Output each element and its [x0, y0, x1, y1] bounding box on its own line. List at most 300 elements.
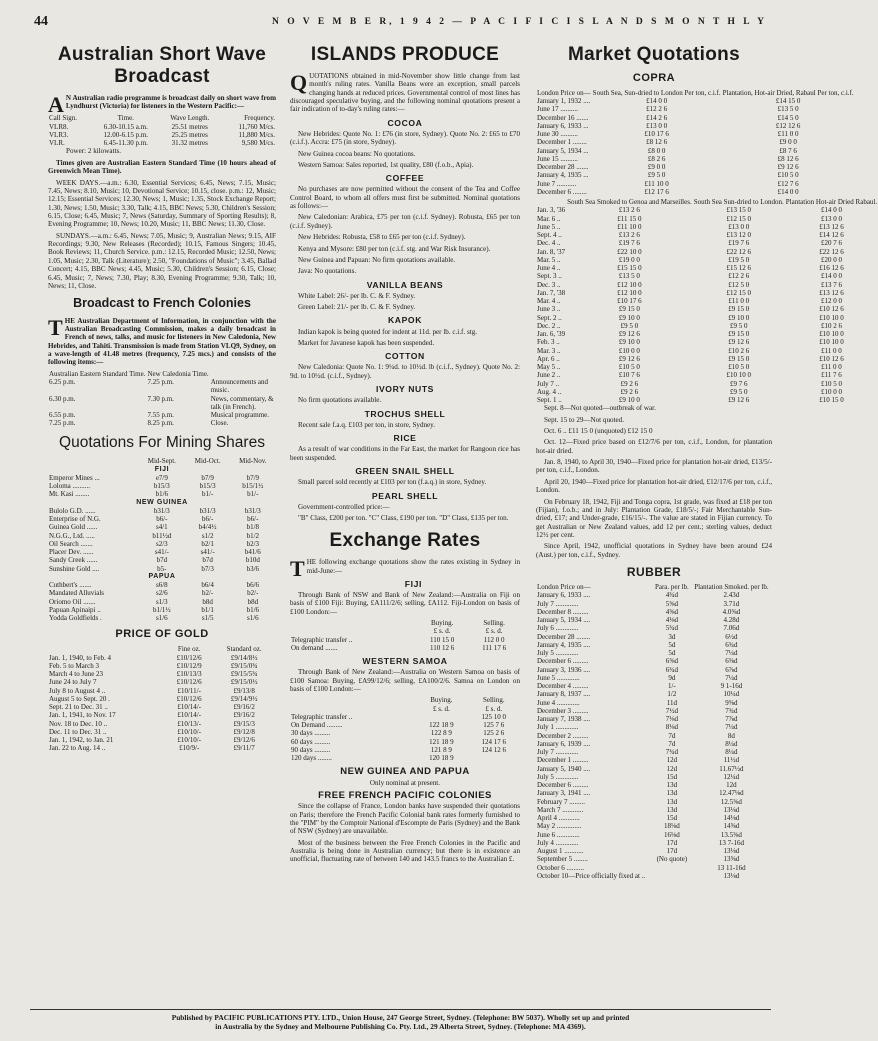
cell-value: b1/2 — [246, 531, 260, 540]
cell-value: £9 12 6 — [618, 354, 640, 363]
rubber-row — [536, 608, 772, 616]
rubber-row — [536, 822, 772, 830]
col-header: Buying. — [430, 696, 453, 705]
cell-value: £9 2 6 — [620, 379, 639, 388]
row-label: December 6 ........ — [537, 187, 587, 196]
col-header: Selling. — [482, 696, 505, 705]
cell-value: b2/3 — [246, 539, 260, 548]
mining-row — [48, 507, 276, 515]
col-header: Mid-Nov. — [239, 457, 267, 466]
cell-value: £12 10 0 — [617, 288, 642, 297]
cell-value: 11.67½d — [719, 764, 744, 773]
cell-value: 125 7 6 — [483, 721, 505, 730]
cell-value: Musical programme. — [210, 411, 270, 420]
copra2-row — [536, 371, 878, 379]
col-header — [48, 645, 166, 653]
samoa-row — [290, 754, 520, 762]
row-label: September 5 ........ — [537, 855, 588, 864]
cell-value: 17d — [666, 847, 678, 856]
cell-value — [415, 713, 467, 721]
row-label: Sept. 4 .. — [537, 231, 562, 240]
row-label: 60 days ......... — [291, 737, 331, 746]
produce-section-heading: VANILLA BEANS — [366, 279, 444, 290]
cell-value: 16⅛d — [663, 830, 680, 839]
row-label: July 4 ............. — [537, 838, 579, 847]
rubber-row — [536, 624, 772, 632]
rubber-row — [536, 591, 772, 599]
copra2-row — [536, 338, 878, 346]
cell-value: £10/12/9 — [176, 661, 202, 670]
cell-value: 9⅝d — [725, 698, 738, 707]
cell-value: £10/12/6 — [176, 694, 202, 703]
cell-value: 7⅛d — [665, 715, 678, 724]
row-label: December 16 ....... — [537, 113, 589, 122]
rubber-row — [536, 855, 772, 863]
col-header: London Price on— — [537, 88, 591, 97]
cell-value: £13 2 6 — [618, 231, 640, 240]
cell-value: 13d — [666, 797, 678, 806]
copra-title: COPRA — [632, 71, 676, 84]
cell-value: £9 5 0 — [729, 321, 748, 330]
col-unit: £ s. d. — [485, 627, 503, 636]
row-label: Apr. 6 .. — [537, 354, 560, 363]
cell-value: b5- — [157, 564, 167, 573]
rubber-row — [536, 864, 772, 872]
row-label: December 28 ........ — [537, 632, 591, 641]
gold-row — [48, 695, 276, 703]
cell-value: 13 7-16d — [718, 838, 744, 847]
gold-row — [48, 662, 276, 670]
shortwave-intro: AN Australian radio programme is broadcast daily on short wave from Lyndhurst (Victoria) for listeners in the Western Pacific:— — [48, 91, 276, 117]
copra-row — [536, 155, 855, 163]
copra-note: Since April, 1942, unofficial quotations in Sydney have been around £24 (Aust.) per ton, c.i.f., Sydney. — [536, 542, 772, 559]
cell-value: 6⅝d — [665, 657, 678, 666]
copra-row — [536, 130, 855, 138]
row-label: Jan. 7, '38 — [537, 288, 566, 297]
produce-paragraph: Java: No quotations. — [298, 267, 357, 276]
cell-value: £9 12 6 — [728, 396, 750, 405]
ffc-heading: FREE FRENCH PACIFIC COLONIES — [318, 789, 492, 801]
produce-paragraph: Recent sale f.a.q. £103 per ton, in store, Sydney. — [298, 420, 436, 429]
copra2-row — [536, 215, 878, 223]
col-unit — [290, 627, 416, 635]
row-label: 90 days ......... — [291, 745, 331, 754]
copra-note: Sept. 15 to 29—Not quoted. — [544, 415, 624, 424]
cell-value: 5⅝d — [665, 599, 678, 608]
rubber-row — [536, 831, 772, 839]
col-unit — [290, 705, 415, 713]
cell-value: £12 10 0 — [617, 280, 642, 289]
cell-value: 13d — [666, 781, 678, 790]
row-label: January 3, 1936 .... — [537, 665, 591, 674]
cell-value: £20 7 6 — [820, 239, 842, 248]
produce-paragraph: New Hebrides: Robusta, £58 to £65 per ton (c.i.f. Sydney). — [298, 233, 466, 242]
cell-value: £10/9/- — [179, 744, 200, 753]
row-label: 6.25 p.m. — [49, 378, 76, 387]
cell-value: £10 7 6 — [618, 371, 640, 380]
cell-value: £12 0 0 — [820, 297, 842, 306]
col-header — [210, 370, 276, 378]
cell-value: £13 7 6 — [820, 280, 842, 289]
french-schedule — [48, 370, 276, 428]
cell-value: e7/9 — [155, 473, 168, 482]
copra2-row — [536, 380, 878, 388]
cell-value: £8 12 6 — [646, 138, 668, 147]
cell-value: 15d — [666, 772, 678, 781]
fiji-row — [290, 636, 520, 644]
shortwave-time-note: Times given are Australian Eastern Standard Time (10 hours ahead of Greenwich Mean Time). — [48, 158, 276, 176]
col-header: New Caledonia Time. — [147, 369, 209, 378]
mining-title: Quotations For Mining Shares — [59, 433, 265, 451]
fiji-row — [290, 644, 520, 652]
gold-row — [48, 687, 276, 695]
cell-value: 121 18 9 — [429, 737, 454, 746]
cell-value: £9/12/6 — [233, 736, 255, 745]
cell-value: 110 12 6 — [430, 643, 455, 652]
cell-value: 4⅝d — [665, 607, 678, 616]
french-row — [48, 419, 276, 427]
cell-value: £13 0 0 — [728, 222, 750, 231]
row-label: December 3 ......... — [537, 706, 589, 715]
cell-value: £10 10 0 — [819, 330, 844, 339]
cell-value: s4/1 — [156, 523, 168, 532]
cell-value: £8 2 6 — [647, 154, 666, 163]
row-label: On Demand ......... — [291, 721, 343, 730]
cell-value: £9/15/0¾ — [230, 661, 258, 670]
rubber-row — [536, 756, 772, 764]
shortwave-header-row — [48, 114, 276, 122]
row-label: Sept. 3 .. — [537, 272, 562, 281]
cell-value: 125 10 0 — [481, 712, 507, 721]
rubber-row — [536, 707, 772, 715]
copra2-row — [536, 322, 878, 330]
row-label: January 8, 1937 .... — [537, 690, 591, 699]
cell-value: £13 0 0 — [820, 214, 842, 223]
col-header: Para. per lb. — [654, 583, 689, 592]
copra2-row — [536, 355, 878, 363]
samoa-exchange-table — [290, 696, 520, 762]
cell-value: £9 2 6 — [620, 387, 639, 396]
row-label: August 1 ........... — [537, 847, 584, 856]
cell-value: £9/12/8 — [233, 727, 255, 736]
mining-row — [48, 515, 276, 523]
cell-value: £12 15 0 — [726, 288, 751, 297]
row-label: June 15 .......... — [537, 154, 578, 163]
row-label: Mt. Kasi ........ — [49, 490, 90, 499]
produce-section-heading: GREEN SNAIL SHELL — [355, 466, 455, 477]
running-header — [30, 14, 771, 30]
produce-paragraph: No purchases are now permitted without the consent of the Tea and Coffee Control Board, to whom all offers must first be submitted. Nominal quotations as follows:— — [290, 185, 520, 211]
copra2-row — [536, 388, 878, 396]
samoa-row — [290, 746, 520, 754]
row-label: January 5, 1934 ... — [537, 146, 589, 155]
produce-section-heading: IVORY NUTS — [375, 384, 435, 395]
column-middle — [290, 42, 520, 991]
copra2-row — [536, 231, 878, 239]
cell-value: £11 0 0 — [821, 346, 842, 355]
copra-note: Sept. 8—Not quoted—outbreak of war. — [544, 404, 656, 413]
gold-table — [48, 645, 276, 752]
cell-value: £10 15 0 — [819, 396, 844, 405]
row-label: January 4, 1935 ... — [537, 171, 589, 180]
mining-group-heading: FIJI — [154, 465, 170, 473]
rubber-row — [536, 666, 772, 674]
cell-value: 11,760 M/cs. — [238, 122, 275, 131]
cell-value: s1/5 — [201, 614, 214, 623]
row-label: Telegraphic transfer .. — [291, 635, 353, 644]
produce-paragraph: Small parcel sold recently at £103 per ton (f.a.q.) in store, Sydney. — [298, 478, 487, 487]
cell-value: 13d — [666, 789, 678, 798]
mining-row — [48, 540, 276, 548]
cell-value: 12d — [666, 756, 678, 765]
cell-value: £9/16/2 — [233, 703, 255, 712]
french-intro: THE Australian Department of Information, in conjunction with the Australian Broadcasting Commission, makes a daily broadcast in French of news, talks, and music for listeners in New Caledonia, New Hebrides, and Tahiti. Transmission is made from Station VLQ9, Sydney, on a wave-length of 41.48 metres (frequency, 7.25 mcs.) and consists of the following items:— — [48, 314, 276, 367]
rubber-row — [536, 765, 772, 773]
row-label: June 4 ............. — [537, 698, 580, 707]
cell-value: 5d — [668, 649, 676, 658]
row-label: Guinea Gold ...... — [49, 523, 98, 532]
cell-value: b1/- — [202, 490, 214, 499]
col-header: Frequency. — [244, 114, 275, 123]
row-label: Emperor Mines ... — [49, 473, 100, 482]
row-label: 30 days ......... — [291, 729, 331, 738]
cell-value: News, commentary, & talk (in French). — [210, 394, 274, 411]
cell-value: £14 0 0 — [820, 272, 842, 281]
shortwave-row — [48, 123, 276, 131]
cell-value: £14 2 6 — [646, 113, 668, 122]
cell-value: 7⅞d — [725, 715, 738, 724]
produce-paragraph: As a result of war conditions in the Far East, the market for Rangoon rice has been suspended. — [290, 445, 520, 462]
cell-value: £22 12 6 — [726, 247, 751, 256]
cell-value: s6/8 — [156, 581, 168, 590]
shortwave-row — [48, 139, 276, 147]
cell-value: £11 0 0 — [777, 130, 799, 139]
cell-value: £14 15 0 — [775, 97, 801, 106]
mining-row — [48, 482, 276, 490]
produce-title: ISLANDS PRODUCE — [310, 44, 500, 65]
row-label: July 6 ............. — [537, 624, 579, 633]
cell-value: £8 12 6 — [777, 154, 799, 163]
copra-row — [536, 147, 855, 155]
row-label: Loloma .......... — [49, 482, 91, 491]
copra-row — [536, 122, 855, 130]
rubber-row — [536, 674, 772, 682]
mining-group-heading: NEW GUINEA — [136, 498, 188, 506]
row-label: Oil Search ....... — [49, 539, 93, 548]
ngp-note: Only nominal at present. — [369, 778, 441, 787]
produce-paragraph: Market for Javanese kapok has been suspended. — [298, 338, 435, 347]
rubber-row — [536, 616, 772, 624]
cell-value: b6/- — [202, 515, 214, 524]
cell-value: 110 15 0 — [430, 635, 455, 644]
row-label: February 7 ......... — [537, 797, 586, 806]
shortwave-weekdays: WEEK DAYS.—a.m.: 6.30, Essential Services; 6.45, News; 7.15, Music; 7.45, News; 8.10, Music; 10, Devotional Service; 10.15, close. p.m.: 12, Music; 12.15; Essential Services; 12.30, News; 1, Music; 1.35, Stock Exchange Report; 1.30, News; 1.50, Music; 3.30, Talk; 4.15, BBC News; 5.30, Children's Session; 6.15, Close; 6.45, Music; 7, News (Saturday, Summary of Sporting Results); 8, Evening Programme; 10, News; 10.20, Music; 11, BBC News; 11.30, Close. — [48, 178, 276, 229]
fiji-exchange-table — [290, 619, 520, 652]
row-label: Mar. 4 .. — [537, 297, 561, 306]
col-header: Standard oz. — [226, 645, 262, 654]
produce-paragraph: Green Label: 21/- per lb. C. & F. Sydney. — [298, 303, 416, 312]
row-label: Dec. 3 .. — [537, 280, 561, 289]
row-label: July 5 ............. — [537, 649, 579, 658]
cell-value: 8d — [727, 731, 735, 740]
column-left — [48, 42, 276, 991]
cell-value: s2/3 — [156, 539, 168, 548]
copra2-header-row — [536, 198, 878, 206]
cell-value: b10d — [245, 556, 260, 565]
cell-value: 9d — [668, 673, 676, 682]
row-label: Jan. 22 to Aug. 14 .. — [49, 744, 106, 753]
copra-table-2 — [536, 198, 878, 404]
ngp-heading: NEW GUINEA AND PAPUA — [340, 766, 470, 778]
cell-value: 4.0⅝d — [722, 607, 741, 616]
col-header: South Sea Sun-dried to London. — [693, 198, 784, 207]
row-label: June 6 ............. — [537, 830, 580, 839]
cell-value: b31/3 — [153, 506, 170, 515]
cell-value: 8¼d — [725, 748, 738, 757]
row-label: Aug. 4 .. — [537, 387, 562, 396]
samoa-units-row — [290, 705, 520, 713]
cell-value: b41/6 — [244, 548, 261, 557]
copra-note: Oct. 6 .. £11 15 0 (unquoted) £12 15 0 — [544, 427, 653, 436]
cell-value: (No quote) — [656, 855, 688, 864]
col-header — [536, 198, 566, 206]
copra2-row — [536, 256, 878, 264]
french-row — [48, 378, 276, 395]
row-label: January 5, 1934 .... — [537, 616, 591, 625]
cell-value: £14 0 0 — [820, 206, 842, 215]
produce-paragraph: Western Samoa: Sales reported, 1st quality, £80 (f.o.b., Apia). — [298, 160, 474, 169]
cell-value: £13 12 6 — [819, 288, 844, 297]
cell-value: 13⅝d — [723, 855, 740, 864]
mining-row — [48, 581, 276, 589]
cell-value: £10 0 0 — [618, 346, 640, 355]
cell-value: 13 11-16d — [717, 863, 746, 872]
gold-row — [48, 670, 276, 678]
col-header: Call Sign. — [49, 114, 78, 123]
row-label: January 6, 1939 .... — [537, 739, 591, 748]
copra-row — [536, 171, 855, 179]
cell-value: £9 10 0 — [728, 313, 750, 322]
cell-value: b6/6 — [246, 581, 260, 590]
row-label: October 10—Price officially fixed at .. — [537, 871, 646, 880]
cell-value: s41/- — [200, 548, 215, 557]
cell-value: 17d — [666, 838, 678, 847]
cell-value: b31/3 — [244, 506, 261, 515]
fiji-header-row — [290, 619, 520, 627]
cell-value: £13 12 0 — [726, 231, 751, 240]
gold-row — [48, 654, 276, 662]
produce-paragraph: "B" Class, £200 per ton. "C" Class, £190 per ton. "D" Class, £135 per ton. — [298, 514, 509, 523]
copra2-row — [536, 239, 878, 247]
row-label: January 6, 1933 .... — [537, 591, 591, 600]
cell-value: £13 0 0 — [646, 121, 668, 130]
row-label: Mandated Alluvials — [49, 589, 105, 598]
page-number: 44 — [34, 14, 48, 29]
cell-value: £9/11/7 — [233, 744, 255, 753]
cell-value: £9 5 0 — [729, 387, 748, 396]
copra2-row — [536, 363, 878, 371]
row-label: June 17 .......... — [537, 105, 578, 114]
cell-value: b1/6 — [246, 605, 260, 614]
produce-section-heading: COCOA — [387, 117, 423, 128]
exchange-intro: THE following exchange quotations show the rates existing in Sydney in mid-June:— — [290, 556, 520, 582]
row-label: VLR. — [49, 139, 65, 148]
produce-intro: QUOTATIONS obtained in mid-November show little change from last month's ruling rates. Vanilla Beans were an exception, small parcels changing hands at reduced prices. Governmental control of most lines has discouraged speculative buying, and the following nominal quotations present a fair indication of to-day's ruling rates:— — [290, 69, 520, 114]
row-label: December 8 ......... — [537, 607, 589, 616]
cell-value: £9 12 6 — [618, 330, 640, 339]
row-label: March 7 ............ — [537, 805, 584, 814]
cell-value: 124 17 6 — [481, 737, 507, 746]
row-label: 7.25 p.m. — [49, 419, 76, 428]
rubber-row — [536, 600, 772, 608]
rubber-row — [536, 806, 772, 814]
french-row — [48, 395, 276, 412]
copra2-row — [536, 272, 878, 280]
produce-paragraph: White Label: 26/- per lb. C. & F. Sydney. — [298, 291, 416, 300]
fiji-heading: FIJI — [404, 578, 422, 589]
cell-value: b8d — [202, 597, 213, 606]
cell-value: £12 12 6 — [775, 121, 801, 130]
cell-value: b7/9 — [246, 473, 260, 482]
cell-value: s1/3 — [156, 597, 168, 606]
column-right — [536, 42, 878, 991]
cell-value: b6/- — [156, 515, 168, 524]
rubber-row — [536, 839, 772, 847]
cell-value: 111 17 6 — [482, 643, 507, 652]
cell-value: £10 5 0 — [820, 379, 842, 388]
mining-group-row — [48, 499, 276, 507]
row-label: June 7 ........... — [537, 179, 577, 188]
publisher-footer — [30, 1009, 771, 1032]
cell-value: 4¾d — [665, 591, 678, 600]
cell-value: 124 12 6 — [481, 745, 507, 754]
cell-value: £9 0 0 — [779, 138, 797, 147]
copra-note: Jan. 8, 1940, to April 30, 1940—Fixed price for plantation hot-air dried, £13/5/- per ton, c.i.f., London. — [536, 458, 772, 475]
copra-note: On February 18, 1942, Fiji and Tonga copra, 1st grade, was fixed at £18 per ton (Fijian), f.o.b.; and in July: Plantation Grade, £18/5/-; Fair Merchantable Sun-dried, £17; and Under-grade, £16/15/-. The value are stated in Fijian currency. To get Australian or New Zealand values, add 12 per cent.; sterling values, deduct 12½ per cent. — [536, 497, 772, 539]
cell-value: 8⅛d — [665, 723, 678, 732]
produce-paragraph: Government-controlled price:— — [298, 502, 390, 511]
copra-table — [536, 89, 855, 196]
rubber-row — [536, 789, 772, 797]
cell-value: 13⅛d — [723, 871, 740, 880]
shortwave-sundays: SUNDAYS.—a.m.: 6.45, News; 7.05, Music; 9, Australian News; 9.15, AIF Recordings; 9.30, New Releases (Recorded); 10.15, Famous Singers; 10.45, Book Reviews; 11, Church Service. p.m.: 12.15, Recorded Music; 12.50, News; 1.05, Music; 2.30, Talk (Literature); 2.50, "Foundations of Music"; 3.45, Ballad Concert; 4.15, BBC News; 4.45, Music; 5.30, Children's Session; 6.15, Close; 6.45, Music; 7, News; 7.30, Play; 8.30, Evening Programme; 9.30, Talk; 10, News; 11, Close. — [48, 231, 276, 290]
cell-value — [468, 754, 520, 762]
cell-value: £14 5 0 — [777, 113, 799, 122]
col-header: Time. — [117, 114, 134, 123]
french-header-row — [48, 370, 276, 378]
row-label: VLR3. — [49, 130, 69, 139]
rubber-row — [536, 773, 772, 781]
copra-header-row — [536, 89, 855, 97]
cell-value: £9 15 0 — [618, 305, 640, 314]
cell-value: 2.43d — [723, 591, 740, 600]
cell-value: 12d — [726, 781, 737, 790]
row-label: Sunshine Gold .... — [49, 564, 100, 573]
cell-value: £15 15 0 — [617, 264, 642, 273]
row-label: June 5 ............. — [537, 673, 580, 682]
cell-value: £8 0 0 — [647, 146, 666, 155]
cell-value: £13 15 0 — [726, 206, 751, 215]
cell-value: b7d — [202, 556, 213, 565]
row-label: Enterprise of N.G. — [49, 515, 101, 524]
cell-value: £13 12 6 — [819, 222, 844, 231]
copra2-row — [536, 289, 878, 297]
cell-value: £10 2 6 — [728, 346, 750, 355]
shortwave-table — [48, 114, 276, 147]
rubber-row — [536, 641, 772, 649]
row-label: June 30 .......... — [537, 130, 578, 139]
cell-value: £19 0 0 — [618, 255, 640, 264]
